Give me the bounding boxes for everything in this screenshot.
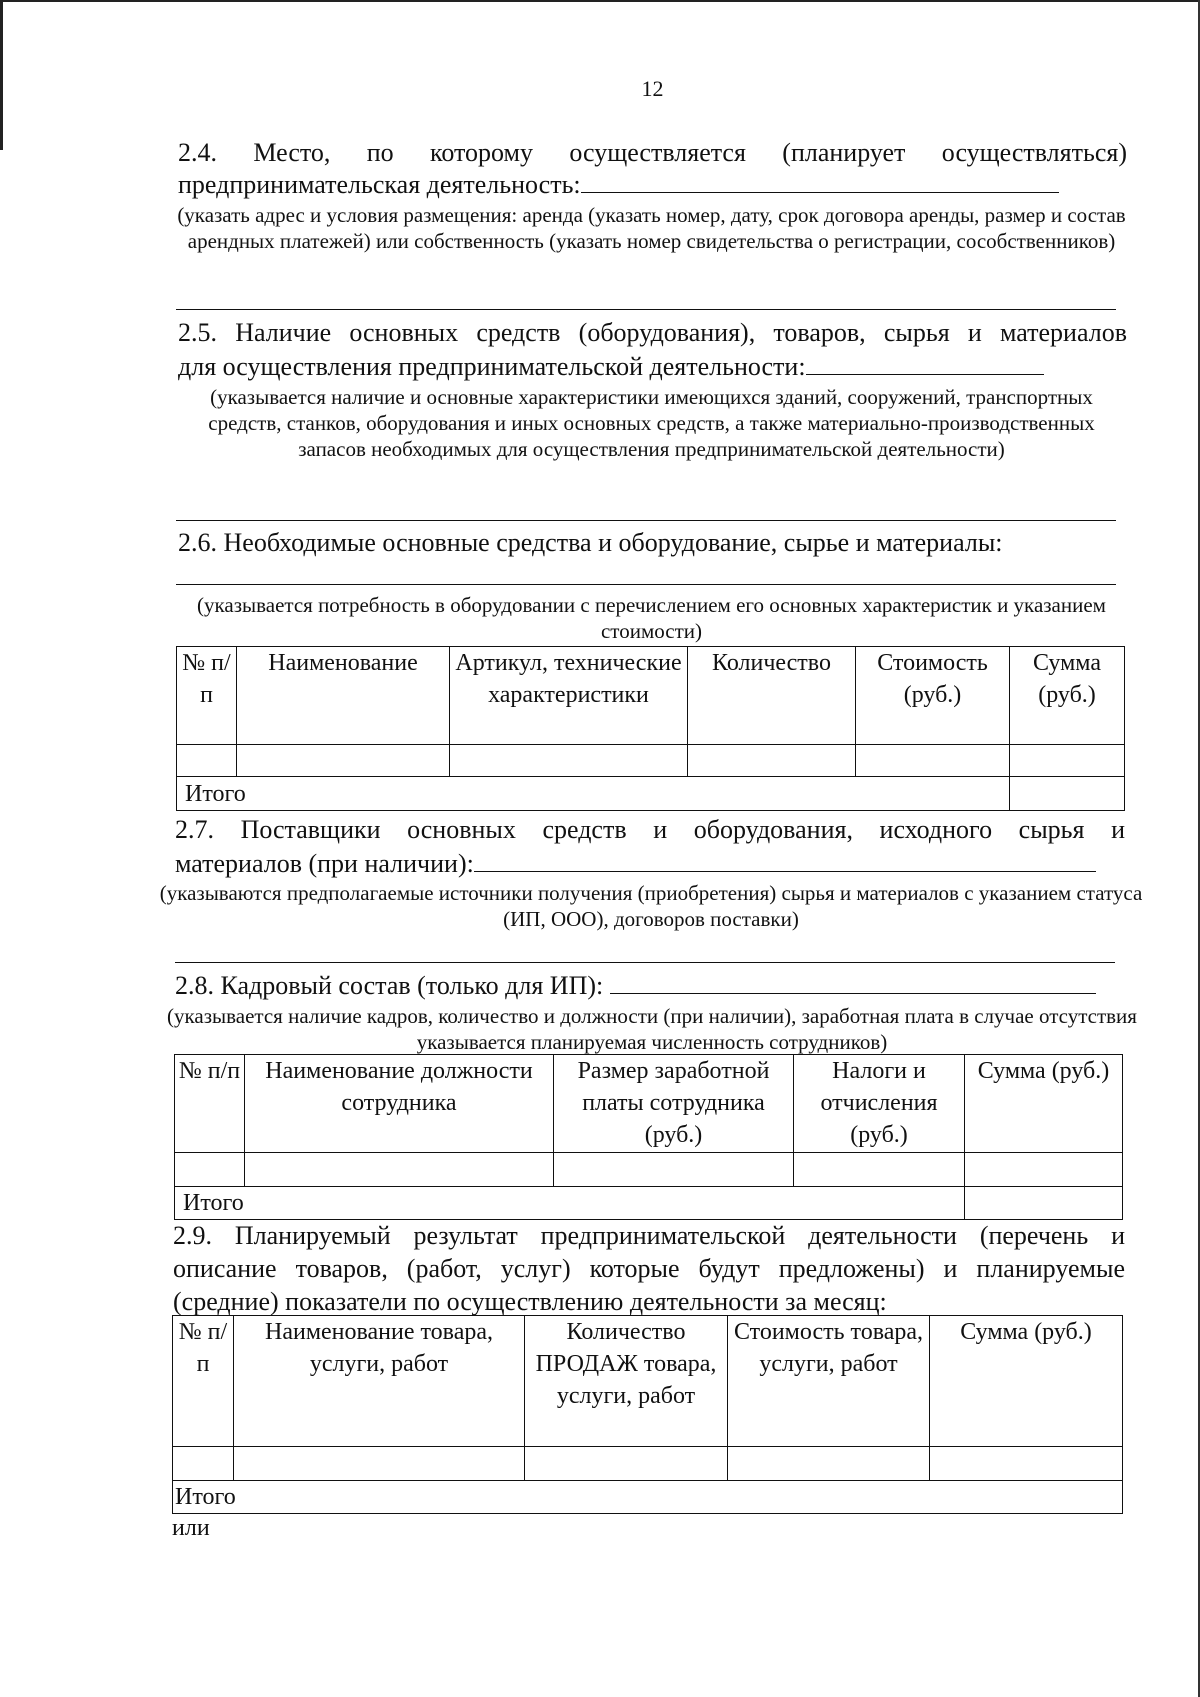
column-header: Стоимость (руб.) xyxy=(856,647,1010,745)
total-row xyxy=(177,777,1125,811)
section-2-8-line xyxy=(175,968,1125,1002)
section-2-5-fill-line[interactable] xyxy=(806,349,1044,375)
table-cell[interactable] xyxy=(234,1447,525,1481)
table-row xyxy=(175,1153,1123,1187)
section-2-4-line-2 xyxy=(178,167,1127,201)
section-2-7-answer-line[interactable] xyxy=(175,962,1115,963)
column-header: № п/п xyxy=(173,1316,234,1447)
column-header: Стоимость товара, услуги, работ xyxy=(728,1316,930,1447)
column-header: Налоги и отчисления (руб.) xyxy=(794,1055,965,1153)
scan-top-edge xyxy=(0,0,1200,2)
table-cell[interactable] xyxy=(1010,745,1125,777)
scan-left-edge xyxy=(0,0,3,150)
total-label: Итого xyxy=(177,777,1010,811)
section-2-4-heading: 2.4. Место, по которому осуществляется (планирует осуществляться) xyxy=(178,138,1127,167)
column-header: Сумма (руб.) xyxy=(1010,647,1125,745)
section-2-4-fill-line[interactable] xyxy=(581,167,1059,193)
section-2-7-line-2 xyxy=(175,846,1125,880)
section-2-7-heading: 2.7. Поставщики основных средств и оборудования, исходного сырья и xyxy=(175,815,1125,844)
table-cell[interactable] xyxy=(688,745,856,777)
table-cell[interactable] xyxy=(728,1447,930,1481)
section-2-6-heading: 2.6. Необходимые основные средства и оборудование, сырье и материалы: xyxy=(178,528,1003,557)
total-value-cell[interactable] xyxy=(1010,777,1125,811)
table-cell[interactable] xyxy=(794,1153,965,1187)
section-2-5-note: (указывается наличие и основные характеристики имеющихся зданий, сооружений, транспортных средств, станков, оборудования и иных основных средств, а также материально-производственных запасов необходимых для осуществления предпринимательской деятельности) xyxy=(208,385,1095,461)
section-2-5-heading: 2.5. Наличие основных средств (оборудования), товаров, сырья и материалов xyxy=(178,318,1127,347)
column-header: Сумма (руб.) xyxy=(965,1055,1123,1153)
section-2-7-fill-line[interactable] xyxy=(474,846,1096,872)
table-cell[interactable] xyxy=(173,1447,234,1481)
column-header: № п/п xyxy=(177,647,237,745)
column-header: Размер заработной платы сотрудника (руб.) xyxy=(554,1055,794,1153)
section-2-5-answer-line[interactable] xyxy=(176,520,1116,521)
total-label: Итого xyxy=(173,1481,1123,1514)
table-cell[interactable] xyxy=(965,1153,1123,1187)
column-header: Количество xyxy=(688,647,856,745)
section-2-4-answer-line[interactable] xyxy=(176,309,1116,310)
section-2-8-fill-line[interactable] xyxy=(610,968,1096,994)
column-header: Артикул, технические характеристики xyxy=(450,647,688,745)
table-header-row xyxy=(173,1316,1123,1447)
section-2-8-note: (указывается наличие кадров, количество и должности (при наличии), заработная плата в случае отсутствия указывается планируемая численность сотрудников) xyxy=(167,1004,1137,1054)
section-2-4-note: (указать адрес и условия размещения: аренда (указать номер, дату, срок договора аренды, размер и состав арендных платежей) или собственность (указать номер свидетельства о регистрации, сособственников) xyxy=(177,203,1126,253)
equipment-table xyxy=(176,646,1125,811)
column-header: Сумма (руб.) xyxy=(930,1316,1123,1447)
column-header: Наименование товара, услуги, работ xyxy=(234,1316,525,1447)
table-cell[interactable] xyxy=(930,1447,1123,1481)
section-2-5-line-2 xyxy=(178,349,1127,383)
table-header-row xyxy=(177,647,1125,745)
column-header: Наименование должности сотрудника xyxy=(245,1055,554,1153)
section-2-6-note: (указывается потребность в оборудовании с перечислением его основных характеристик и указанием стоимости) xyxy=(197,593,1106,643)
footer-word: или xyxy=(172,1515,210,1541)
total-row xyxy=(175,1187,1123,1220)
total-row xyxy=(173,1481,1123,1514)
table-row xyxy=(173,1447,1123,1481)
table-cell[interactable] xyxy=(245,1153,554,1187)
table-cell[interactable] xyxy=(525,1447,728,1481)
section-2-6-answer-line[interactable] xyxy=(176,584,1116,585)
table-row xyxy=(177,745,1125,777)
table-cell[interactable] xyxy=(237,745,450,777)
section-2-5-heading-cont: для осуществления предпринимательской деятельности: xyxy=(178,352,806,381)
results-table xyxy=(172,1315,1123,1514)
table-cell[interactable] xyxy=(175,1153,245,1187)
section-2-9-heading: 2.9. Планируемый результат предпринимательской деятельности (перечень и описание товаров, (работ, услуг) которые будут предложены) и планируемые (средние) показатели по осуществлению деятельности за месяц: xyxy=(173,1221,1125,1316)
column-header: Наименование xyxy=(237,647,450,745)
total-value-cell[interactable] xyxy=(965,1187,1123,1220)
column-header: Количество ПРОДАЖ товара, услуги, работ xyxy=(525,1316,728,1447)
table-cell[interactable] xyxy=(177,745,237,777)
section-2-7-note: (указываются предполагаемые источники получения (приобретения) сырья и материалов с указанием статуса (ИП, ООО), договоров поставки) xyxy=(159,881,1143,931)
table-header-row xyxy=(175,1055,1123,1153)
section-2-4-heading-cont: предпринимательская деятельность: xyxy=(178,170,581,199)
section-2-8-heading: 2.8. Кадровый состав (только для ИП): xyxy=(175,971,604,1000)
total-label: Итого xyxy=(175,1187,965,1220)
staff-table xyxy=(174,1054,1123,1220)
section-2-7-heading-cont: материалов (при наличии): xyxy=(175,849,474,878)
table-cell[interactable] xyxy=(856,745,1010,777)
column-header: № п/п xyxy=(175,1055,245,1153)
page-number: 12 xyxy=(641,76,664,101)
table-cell[interactable] xyxy=(554,1153,794,1187)
table-cell[interactable] xyxy=(450,745,688,777)
